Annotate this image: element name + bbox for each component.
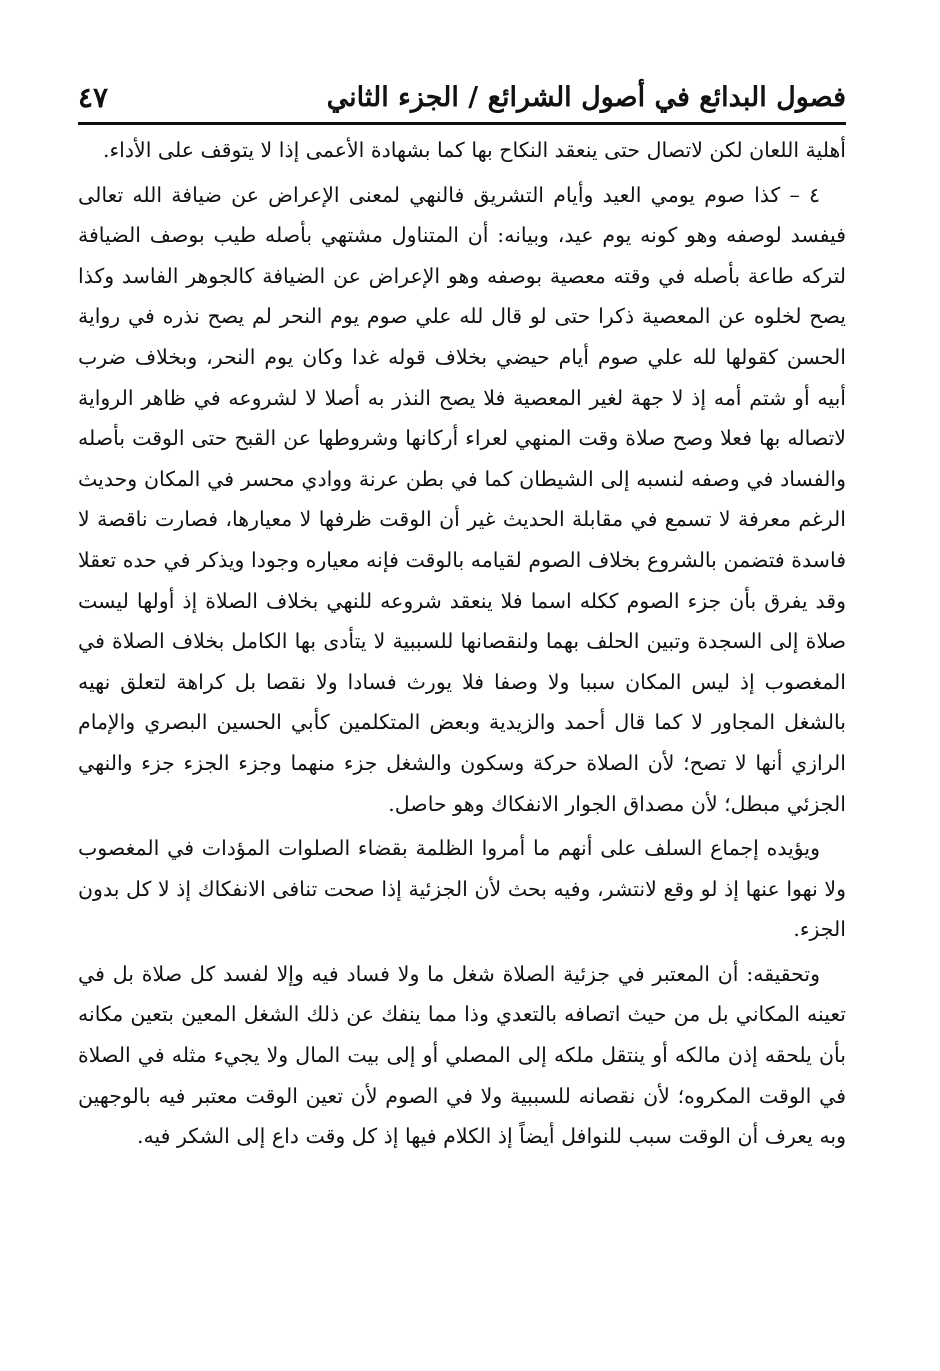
body-text bbox=[78, 130, 846, 1157]
running-header bbox=[78, 70, 846, 118]
paragraph-supporting-consensus: ويؤيده إجماع السلف على أنهم ما أمروا الظلمة بقضاء الصلوات المؤدات في المغصوب ولا نهوا عنها إذ لو وقع لانتشر، وفيه بحث لأن الجزئية إذا صحت تنافى الانفكاك إذ لا كل بدون الجزء. bbox=[78, 836, 846, 942]
paragraph-point-4: ٤ – كذا صوم يومي العيد وأيام التشريق فالنهي لمعنى الإعراض عن ضيافة الله تعالى فيفسد لوصفه وهو كونه يوم عيد، وبيانه: أن المتناول مشتهي بأصله طيب بوصف الضيافة لتركه طاعة بأصله في وقته معصية بوصفه وهو الإعراض عن الضيافة كالجوهر الفاسد وكذا يصح لخلوه عن المعصية ذكرا حتى لو قال لله علي صوم يوم النحر لم يصح نذره في رواية الحسن كقولها لله علي صوم أيام حيضي بخلاف قوله غدا وكان يوم النحر، وبخلاف ضرب أبيه أو شتم أمه إذ لا جهة لغير المعصية فلا يصح النذر به أصلا لا لشروعه في ظاهر الرواية لاتصاله بها فعلا وصح صلاة وقت المنهي لعراء أركانها وشروطها عن القبح حتى الوقت بأصله والفساد في وصفه لنسبه إلى الشيطان كما في بطن عرنة ووادي محسر في المكان وحديث الرغم معرفة لا تسمع في مقابلة الحديث غير أن الوقت ظرفها لا معيارها، فصارت ناقصة لا فاسدة فتضمن بالشروع بخلاف الصوم لقيامه بالوقت فإنه معياره وجودا ويذكر في حده تعقلا وقد يفرق بأن جزء الصوم ككله اسما فلا ينعقد شروعه للنهي بخلاف الصلاة إذ أولها ليست صلاة إلى السجدة وتبين الحلف بهما ولنقصانها للسببية لا يتأدى بها الكامل بخلاف الصلاة في المغصوب إذ ليس المكان سببا ولا وصفا فلا يورث فسادا ولا نقصا بل كراهة لتعلق نهيه بالشغل المجاور لا كما قال أحمد والزيدية وبعض المتكلمين كأبي الحسين البصري والإمام الرازي أنها لا تصح؛ لأن الصلاة حركة وسكون والشغل جزء منهما وجزء الجزء جزء والنهي الجزئي مبطل؛ لأن مصداق الجوار الانفكاك وهو حاصل. bbox=[78, 182, 846, 816]
page-number: ٤٧ bbox=[78, 81, 109, 114]
running-title: فصول البدائع في أصول الشرائع / الجزء الثاني bbox=[326, 82, 846, 113]
paragraph-verification: وتحقيقه: أن المعتبر في جزئية الصلاة شغل ما ولا فساد فيه وإلا لفسد كل صلاة بل في تعينه المكاني بل من حيث اتصافه بالتعدي وذا مما ينفك عن ذلك الشغل المعين بتعين مكانه بأن يلحقه إذن مالكه أو ينتقل ملكه إلى المصلي أو إلى بيت المال ولا يجيء مثله في الصلاة في الوقت المكروه؛ لأن نقصانه للسببية ولا في الصوم لأن تعين الوقت معتبر فيه بالوجهين وبه يعرف أن الوقت سبب للنوافل أيضاً إذ الكلام فيها إذ كل وقت داع إلى الشكر فيه. bbox=[78, 961, 846, 1149]
header-rule bbox=[78, 122, 846, 125]
paragraph-continuation: أهلية اللعان لكن لاتصال حتى ينعقد النكاح بها كما بشهادة الأعمى إذا لا يتوقف على الأداء. bbox=[103, 138, 846, 162]
